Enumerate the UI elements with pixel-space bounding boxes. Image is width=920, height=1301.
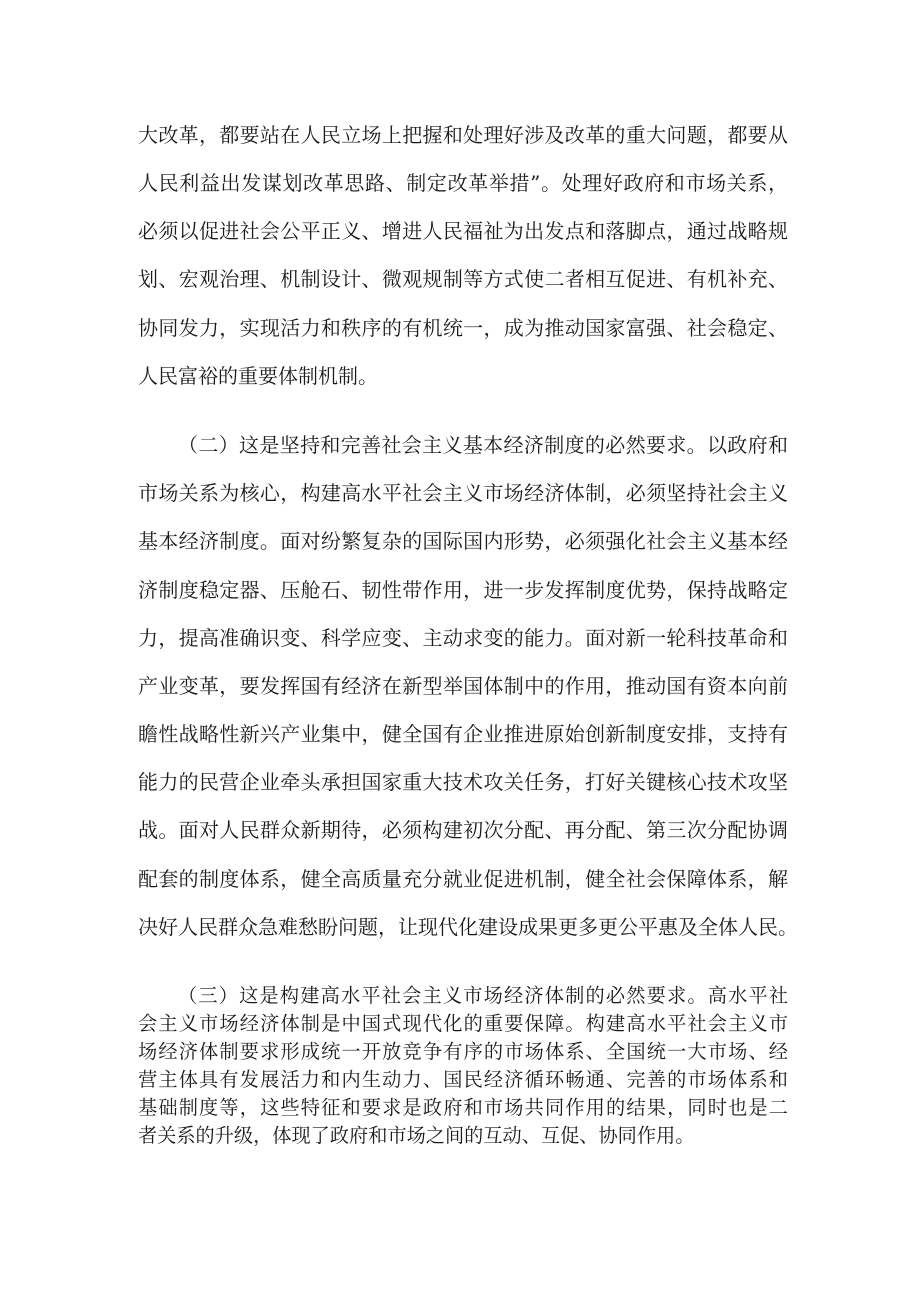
paragraph-2-line-7: 瞻性战略性新兴产业集中，健全国有企业推进原始创新制度安排，支持有 — [138, 722, 788, 746]
paragraph-2-line-6: 产业变革，要发挥国有经济在新型举国体制中的作用，推动国有资本向前 — [138, 674, 788, 698]
paragraph-2-line-1: （二）这是坚持和完善社会主义基本经济制度的必然要求。以政府和 — [178, 433, 788, 457]
paragraph-1-line-6: 人民富裕的重要体制机制。 — [138, 364, 378, 388]
paragraph-2-line-4: 济制度稳定器、压舱石、韧性带作用，进一步发挥制度优势，保持战略定 — [138, 578, 788, 602]
paragraph-2-line-3: 基本经济制度。面对纷繁复杂的国际国内形势，必须强化社会主义基本经 — [138, 529, 788, 553]
paragraph-1-line-1: 大改革，都要站在人民立场上把握和处理好涉及改革的重大问题，都要从 — [138, 123, 788, 147]
paragraph-3-line-6: 者关系的升级，体现了政府和市场之间的互动、互促、协同作用。 — [138, 1124, 695, 1147]
paragraph-3-line-2: 会主义市场经济体制是中国式现代化的重要保障。构建高水平社会主义市 — [138, 1012, 788, 1035]
paragraph-2-line-9: 战。面对人民群众新期待，必须构建初次分配、再分配、第三次分配协调 — [138, 818, 788, 842]
paragraph-1-line-2: 人民利益出发谋划改革思路、制定改革举措”。处理好政府和市场关系， — [138, 171, 788, 195]
paragraph-3-line-1: （三）这是构建高水平社会主义市场经济体制的必然要求。高水平社 — [178, 984, 788, 1007]
paragraph-3-line-3: 场经济体制要求形成统一开放竞争有序的市场体系、全国统一大市场、经 — [138, 1040, 788, 1063]
paragraph-2-line-11: 决好人民群众急难愁盼问题，让现代化建设成果更多更公平惠及全体人民。 — [138, 915, 798, 939]
paragraph-2-line-8: 能力的民营企业牵头承担国家重大技术攻关任务，打好关键核心技术攻坚 — [138, 770, 788, 794]
paragraph-3-line-4: 营主体具有发展活力和内生动力、国民经济循环畅通、完善的市场体系和 — [138, 1068, 788, 1091]
paragraph-2-line-10: 配套的制度体系，健全高质量充分就业促进机制，健全社会保障体系，解 — [138, 867, 788, 891]
paragraph-1-line-3: 必须以促进社会公平正义、增进人民福祉为出发点和落脚点，通过战略规 — [138, 219, 788, 243]
paragraph-1-line-5: 协同发力，实现活力和秩序的有机统一，成为推动国家富强、社会稳定、 — [138, 316, 788, 340]
paragraph-1-line-4: 划、宏观治理、机制设计、微观规制等方式使二者相互促进、有机补充、 — [138, 267, 788, 291]
paragraph-2-line-2: 市场关系为核心，构建高水平社会主义市场经济体制，必须坚持社会主义 — [138, 481, 788, 505]
paragraph-3-line-5: 基础制度等，这些特征和要求是政府和市场共同作用的结果，同时也是二 — [138, 1096, 788, 1119]
paragraph-2-line-5: 力，提高准确识变、科学应变、主动求变的能力。面对新一轮科技革命和 — [138, 626, 788, 650]
